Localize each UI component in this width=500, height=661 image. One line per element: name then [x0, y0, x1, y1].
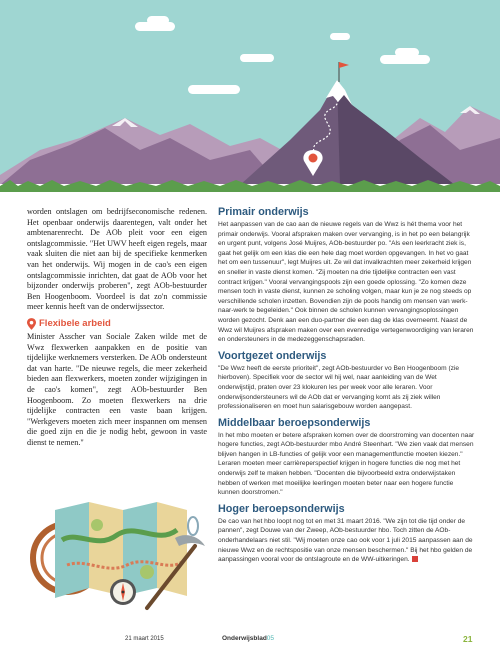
location-pin-icon [27, 318, 36, 330]
section-voortgezet-onderwijs [218, 350, 476, 412]
issue-date: 21 maart 2015 [125, 636, 164, 642]
section-body: "De Wwz heeft de eerste prioriteit", zegt AOb-bestuurder vo Ben Hoogenboom (zie hierboven). Specifiek voor de sector wil hij wel, naar aanleiding van de Wet onderwijstijd, praten over 23 klokuren les per week voor alle leraren. Voor onderwijsondersteuners wil de AOb dat er vervanging komt als zij ziek willen professionaliseren en moet hun salarisgebouw worden aangepast. [218, 364, 460, 411]
map-compass-illustration [27, 480, 207, 615]
page-number: 21 [463, 634, 473, 644]
section-body-text: De cao van het hbo loopt nog tot en met 31 maart 2016. "We zijn tot die tijd onder de pannen", zegt Douwe van der Zweep, AOb-bestuurder hbo. Toch zitten de AOb-onderhandelaars niet stil. "Wij moeten onze cao ook voor 1 juli 2015 aanpassen aan de nieuwe Wwz en de rechtspositie van onze mensen beschermen." Bij het hbo gelden de aanpassingen vooral voor de ontslagroute en de WW-uitkeringen. [218, 517, 473, 564]
right-column [218, 206, 476, 570]
magazine-brand [222, 635, 274, 642]
section-middelbaar-beroepsonderwijs [218, 417, 476, 498]
compass-icon [110, 579, 136, 605]
section-heading: Primair onderwijs [218, 206, 309, 218]
subheading-text: Flexibele arbeid [39, 317, 111, 329]
left-column [27, 207, 207, 448]
map-illustration [27, 480, 207, 615]
section-heading: Hoger beroepsonderwijs [218, 502, 345, 515]
section-body [218, 517, 476, 565]
section-heading: Middelbaar beroepsonderwijs [218, 416, 371, 429]
section-body: In het mbo moeten er betere afspraken komen over de doorstroming van docenten naar hogere functies, zegt AOb-bestuurder mbo André Steenhart. "We zien vaak dat mensen blijven hangen in LB-functies of gelijk voor een managementfunctie moeten kiezen." Leraren moeten meer carrièreperspectief krijgen in hogere functies die nog met het onderwijs zelf te maken hebben. "Docenten die bijvoorbeeld extra onderwijstaken hebben of werken met moeilijke leerlingen moeten beter naar een hogere functie kunnen doorstromen." [218, 431, 475, 497]
section-heading: Voortgezet onderwijs [218, 349, 327, 362]
end-mark-icon [412, 556, 418, 562]
section-hoger-beroepsonderwijs [218, 503, 476, 565]
section-body: Het aanpassen van de cao aan de nieuwe regels van de Wwz is hét thema voor het primair onderwijs. Vooral afspraken maken over vervanging, is in het po een belangrijk en urgent punt, volgens José Muijres, AOb-bestuurder po. "Als een leerkracht ziek is, gaat het gelijk om een klas die een hele dag moet worden opgevangen. In het vo gaat het om een tussenuur", legt Muijres uit. Ze wil dat invalkrachten meer zekerheid krijgen en sneller in vaste dienst komen. "Zij moeten na drie tijdelijke contracten een vast contract krijgen." Vooral vervangingspools zijn een goede oplossing. "Zo komen deze mensen toch in vaste dienst, kunnen ze scholing volgen, maar kun je ze nog steeds op verschillende scholen inzetten. Bovendien zijn de pools handig om mensen van werk-naar-werk te begeleiden." Ook binnen de scholen kunnen vervangingsoplossingen worden gezocht. Denk aan een duo-partner die een dag de klas overneemt. Naast de Wwz wil Muijres afspraken maken over een evenredige vertegenwoordiging van leraren en ondersteuners in de medezeggenschapsraden. [218, 221, 474, 344]
subheading-flexibele-arbeid [27, 318, 207, 330]
body-paragraph: worden ontslagen om bedrijfseconomische redenen. Het openbaar onderwijs daarentegen, valt onder het ambtenarenrecht. De AOb pleit voor een eigen ontslagcommissie. "Het UWV heeft eigen regels, maar vaak sluiten die niet aan bij de specifieke kenmerken van het onderwijs. Wij mogen in de cao's een eigen ontslagcommissie inrichten, dat gaat de AOb voor het bijzonder onderwijs proberen", zegt AOb-bestuurder Ben Hoogenboom. Voordeel is dat zo'n commissie meer kennis heeft van de onderwijssector. [27, 207, 207, 312]
section-primair-onderwijs [218, 206, 476, 345]
brand-name: Onderwijsblad [222, 635, 267, 642]
page-footer [0, 632, 500, 648]
brand-issue: 05 [266, 635, 275, 642]
body-paragraph: Minister Asscher van Sociale Zaken wilde met de Wwz flexwerken aanpakken en de positie van tijdelijke werknemers versterken. De AOb ondersteunt dat van harte. "De nieuwe regels, die meer zekerheid bieden aan flexwerkers, moeten zonder wijzigingen in de cao's komen", zegt AOb-bestuurder Ben Hoogenboom. Zo moeten flexwerkers na drie tijdelijke contracten een vaste baan krijgen. "Werkgevers moeten zich meer inspannen om mensen die goed zijn en die je nodig hebt, gewoon in vaste dienst te nemen." [27, 331, 207, 447]
mountain-illustration [0, 0, 500, 200]
mountain-scene [0, 0, 500, 200]
